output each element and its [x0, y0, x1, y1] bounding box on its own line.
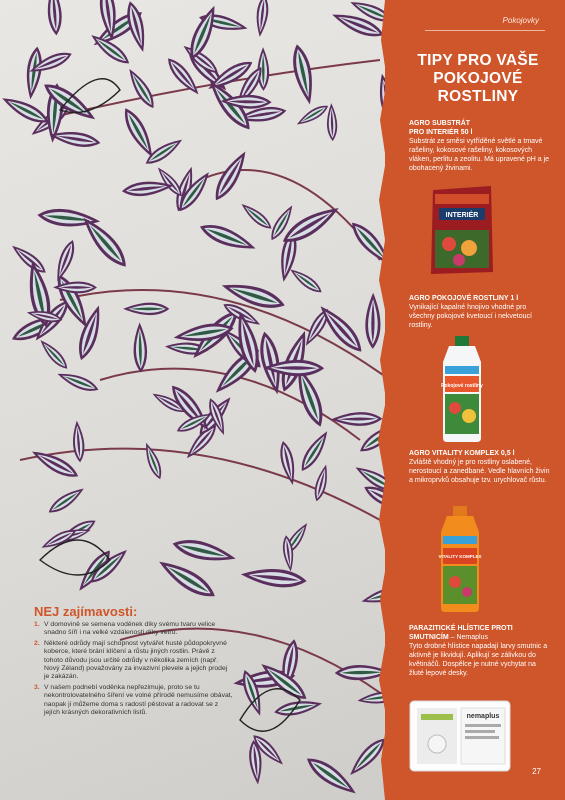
leaf-shape — [209, 147, 252, 204]
product-vitality-komplex — [409, 449, 551, 485]
leaf-shape — [77, 212, 133, 272]
product-nemaplus — [409, 624, 551, 678]
leaf-shape — [52, 238, 79, 284]
leaf-shape — [294, 102, 330, 129]
fun-facts — [34, 604, 234, 719]
section-tag: Pokojovky — [502, 16, 539, 25]
product-description: Tyto drobné hlístice napadají larvy smutnic a aktivně je likvidují. Aplikují se zálivkou do květináčů. Dospělce je nutné vychytat na žluté lepové desky. — [409, 643, 548, 677]
leaf-shape — [8, 241, 49, 277]
section-rule — [425, 30, 545, 31]
page-title: TIPY PRO VAŠE POKOJOVÉ ROSTLINY — [417, 52, 539, 105]
leaf-shape — [240, 565, 308, 590]
leaf-shape — [154, 164, 186, 199]
leaf-shape — [254, 0, 270, 38]
product-name: AGRO VITALITY KOMPLEX 0,5 l — [409, 450, 515, 457]
leaf-shape — [289, 43, 318, 106]
substrate-bag-image — [429, 184, 495, 276]
tips-sidebar — [385, 0, 565, 800]
leaf-shape — [133, 322, 148, 372]
vitality-bottle-image — [433, 504, 487, 614]
fact-item: 1. V domovině se semena voděnek díky svému tvaru velice snadno šíří i na velké vzdálenosti díky větru. — [34, 621, 216, 637]
leaf-shape — [197, 219, 259, 256]
leaf-shape — [55, 368, 100, 395]
leaf-shape — [23, 46, 44, 101]
product-description: Zvláště vhodný je pro rostliny oslabené, nerostoucí a zanedbané. Vedle hlavních živin a mikroprvků obsahuje tzv. urychlovač růstu. — [409, 459, 550, 484]
leaf-shape — [273, 697, 323, 719]
leaf-shape — [287, 265, 325, 296]
leaf-shape — [277, 440, 299, 487]
package-label: VITALITY KOMPLEX — [438, 554, 482, 559]
package-label: nemaplus — [466, 713, 500, 720]
package-label: Pokojové rostliny — [441, 383, 483, 389]
product-houseplant-fertilizer — [409, 294, 551, 330]
product-description: Vynikající kapalné hnojivo vhodné pro všechny pokojové kvetoucí i nekvetoucí rostliny. — [409, 304, 532, 329]
leaf-shape — [296, 428, 332, 475]
leaf-shape — [302, 752, 360, 800]
page-number: 27 — [532, 767, 541, 776]
product-name: AGRO POKOJOVÉ ROSTLINY 1 l — [409, 295, 519, 302]
product-description: Substrát ze směsi vytříděné světlé a tmavé rašeliny, kokosové rašeliny, kokosových vláken, perlitu a zeolitu. Má upravené pH a je obohacený živinami. — [409, 138, 550, 172]
leaf-shape — [124, 66, 159, 112]
leaf-shape — [141, 441, 165, 481]
leaf-shape — [71, 420, 86, 463]
leaf-shape — [123, 303, 169, 316]
leaf-shape — [37, 337, 72, 373]
package-label: INTERIÉR — [445, 212, 479, 219]
leaf-shape — [119, 105, 159, 161]
nemaplus-pack-image — [409, 700, 511, 772]
fact-item: 2. Některé odrůdy mají schopnost vytvářet husté půdopokryvné koberce, které brání klíčení a růstu jiných rostlin. Právě z tohoto důvodu jsou určité odrůdy v několika zemích (např. Nový Zéland) považovány za invazivní plevele a jejich prodej je zakázán. — [34, 639, 228, 681]
leaf-shape — [238, 200, 275, 233]
product-name: AGRO SUBSTRÁT PRO INTERIÉR 50 l — [409, 120, 473, 136]
facts-heading: NEJ zajímavosti: — [34, 604, 138, 619]
product-substrate — [409, 119, 551, 173]
product-name: PARAZITICKÉ HLÍSTICE PROTI SMUTNICÍM – Nemaplus — [409, 625, 513, 641]
leaf-shape — [46, 0, 64, 36]
fact-item: 3. V našem podnebí voděnka nepřezimuje, proto se tu nekontrolovatelného šíření ve volné přírodě nemusíme obávat, naopak ji můžeme doma s radostí pěstovat a radovat se z jejích krásných dekorativních listů. — [34, 683, 233, 717]
leaf-shape — [326, 103, 338, 141]
leaf-shape — [312, 463, 331, 502]
sidebar-torn-edge — [373, 0, 397, 800]
leaf-shape — [171, 535, 238, 567]
leaf-shape — [155, 554, 220, 603]
fertilizer-bottle-image — [435, 334, 489, 444]
facts-list — [34, 621, 234, 717]
leaf-shape — [45, 484, 87, 517]
